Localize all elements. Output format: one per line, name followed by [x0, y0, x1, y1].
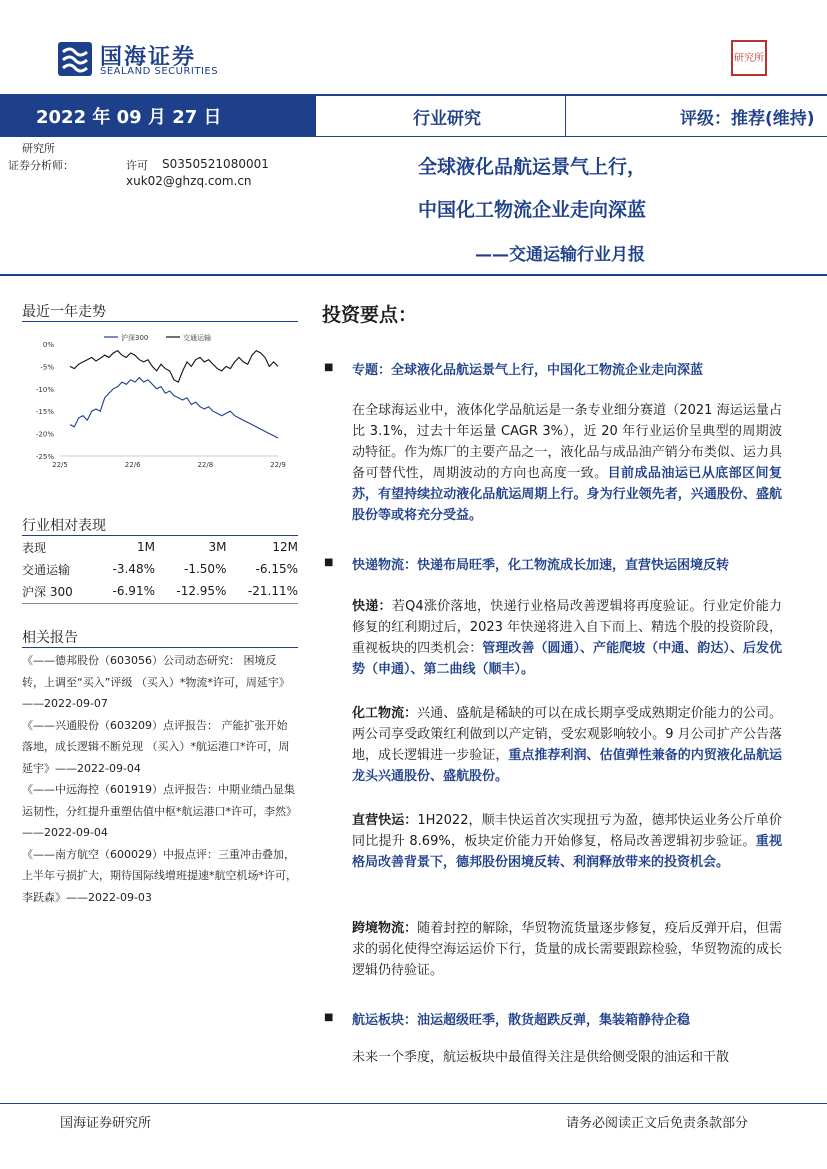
brand-name-en: SEALAND SECURITIES	[100, 66, 219, 77]
chart-legend-label: 沪深300	[121, 334, 149, 342]
chart-x-tick-label: 22/9	[270, 461, 286, 469]
brand-name: 国海证券	[100, 45, 197, 70]
paragraph-lead: 跨境物流：	[352, 921, 418, 936]
perf-row	[22, 580, 298, 602]
analyst-dept: 研究所	[22, 142, 55, 155]
paragraph-text: 若Q4涨价落地，快递行业格局改善逻辑将再度验证。行业定价能力修复的红利期过后，2023 年快递将进入自下而上、精选个股的投资阶段，重视板块的四类机会：	[352, 599, 782, 656]
section-heading-shipping: 航运板块：油运超级旺季，散货超跌反弹，集装箱静待企稳	[352, 1013, 691, 1028]
related-report-link[interactable]: 《——中远海控（601919）点评报告：中期业绩凸显集运韧性，分红提升重塑估值中枢*航运港口*许可，李然》——2022-09-04	[22, 783, 297, 839]
chart-legend-label: 交通运输	[183, 334, 211, 342]
chart-y-tick-label: -20%	[35, 430, 54, 439]
perf-header-cell: 3M	[208, 540, 227, 554]
paragraph-topic	[352, 400, 782, 526]
square-bullet-icon: ■	[324, 362, 334, 373]
paragraph-chem-logistics	[352, 703, 782, 787]
related-section-title: 相关报告	[22, 630, 78, 646]
investment-points-title: 投资要点：	[322, 304, 418, 326]
perf-cell: -12.95%	[176, 584, 227, 598]
seal-stamp: 研究所	[731, 40, 767, 76]
section-heading-topic: 专题：全球液化品航运景气上行，中国化工物流企业走向深蓝	[352, 363, 704, 378]
related-reports-list	[22, 650, 298, 908]
perf-header-cell: 1M	[136, 540, 155, 554]
analyst-license: S0350521080001	[162, 157, 269, 171]
section-heading-express: 快递物流：快递布局旺季，化工物流成长加速，直营快运困境反转	[352, 558, 730, 573]
perf-header-row	[22, 536, 298, 558]
chart-x-tick-label: 22/5	[52, 461, 68, 469]
square-bullet-icon: ■	[324, 1012, 334, 1023]
perf-cell: -6.15%	[255, 562, 298, 576]
perf-cell: -3.48%	[112, 562, 155, 576]
perf-header-cell: 12M	[272, 540, 298, 554]
chart-y-tick-label: -15%	[35, 408, 54, 417]
analyst-name: 许可	[126, 159, 148, 172]
paragraph-emphasis: 重视格局改善背景下，德邦股份困境反转、利润释放带来的投资机会。	[352, 834, 782, 870]
report-rating: 评级：推荐(维持)	[680, 109, 815, 129]
chart-section-title: 最近一年走势	[22, 304, 106, 320]
paragraph-emphasis: 管理改善（圆通）、产能爬坡（中通、韵达）、后发优势（申通）、第二曲线（顺丰）。	[352, 641, 782, 677]
report-date: 2022 年 09 月 27 日	[36, 107, 222, 128]
report-title-line2: 中国化工物流企业走向深蓝	[418, 199, 647, 221]
paragraph-text: 在全球海运业中，液体化学品航运是一条专业细分赛道（2021 海运运量占比 3.1%，过去十年运量 CAGR 3%），近 20 年行业运价呈典型的周期波动特征。作为炼厂的主要产品之一，液化品与成品油产销分布类似、运力具备可替代性，周期波动的方向也高度一致。	[352, 403, 782, 481]
footer-org: 国海证券研究所	[60, 1116, 152, 1131]
perf-table-bottom-rule	[22, 603, 298, 604]
paragraph-lead: 快递：	[352, 599, 392, 614]
perf-row	[22, 558, 298, 580]
paragraph-emphasis: 重点推荐利润、估值弹性兼备的内贸液化品航运龙头兴通股份、盛航股份。	[352, 748, 782, 784]
banner-divider	[565, 96, 566, 136]
paragraph-emphasis: 目前成品油运已从底部区间复苏，有望持续拉动液化品航运周期上行。身为行业领先者，兴通股份、盛航股份等或将充分受益。	[352, 466, 782, 523]
related-report-link[interactable]: 《——德邦股份（603056）公司动态研究： 困境反转，上调至“买入”评级 （买入）*物流*许可，周延宇》——2022-09-07	[22, 654, 290, 710]
perf-cell: 交通运输	[22, 562, 71, 577]
perf-header-cell: 表现	[22, 540, 47, 555]
report-type: 行业研究	[413, 109, 481, 129]
perf-cell: -21.11%	[247, 584, 298, 598]
report-subtitle: ——交通运输行业月报	[475, 245, 645, 265]
paragraph-lead: 直营快运：	[352, 813, 418, 828]
perf-table	[22, 536, 298, 602]
chart-y-tick-label: 0%	[42, 341, 54, 349]
paragraph-shipping: 未来一个季度，航运板块中最值得关注是供给侧受限的油运和干散	[352, 1050, 730, 1065]
related-section-rule	[22, 647, 298, 648]
paragraph-lead: 化工物流：	[352, 706, 418, 721]
paragraph-text: 随着封控的解除，华贸物流货量逐步修复，疫后反弹开启，但需求的弱化使得空海运运价下行，货量的成长需要跟踪检验，华贸物流的成长逻辑仍待验证。	[352, 921, 782, 978]
perf-cell: -1.50%	[184, 562, 227, 576]
chart-y-tick-label: -25%	[35, 453, 54, 461]
title-rule	[0, 274, 827, 276]
square-bullet-icon: ■	[324, 557, 334, 568]
analyst-email[interactable]: xuk02@ghzq.com.cn	[126, 174, 252, 188]
perf-section-title: 行业相对表现	[22, 518, 106, 534]
related-report-link[interactable]: 《——南方航空（600029）中报点评：三重冲击叠加，上半年亏损扩大，期待国际线增班提速*航空机场*许可，李跃森》——2022-09-03	[22, 847, 297, 904]
report-title-line1: 全球液化品航运景气上行，	[418, 156, 647, 178]
paragraph-express	[352, 596, 782, 680]
related-report-link[interactable]: 《——兴通股份（603209）点评报告： 产能扩张开始落地，成长逻辑不断兑现 （买入）*航运港口*许可，周延宇》——2022-09-04	[22, 718, 290, 775]
chart-section-rule	[22, 321, 298, 322]
trend-chart	[22, 330, 298, 470]
footer-rule	[0, 1103, 827, 1104]
chart-series-line	[70, 378, 278, 439]
logo-icon	[58, 42, 92, 76]
paragraph-text: 1H2022，顺丰快运首次实现扭亏为盈，德邦快运业务公斤单价同比提升 8.69%，板块定价能力开始修复，格局改善逻辑初步验证。	[352, 813, 782, 849]
perf-cell: -6.91%	[112, 584, 155, 598]
perf-cell: 沪深 300	[22, 584, 73, 599]
paragraph-cross-border	[352, 918, 782, 981]
chart-y-tick-label: -10%	[35, 385, 54, 394]
footer-disclaimer: 请务必阅读正文后免责条款部分	[566, 1116, 749, 1131]
paragraph-text: 兴通、盛航是稀缺的可以在成长期享受成熟期定价能力的公司。两公司享受政策红利做到以产定销，受宏观影响较小。9 月公司扩产公告落地，成长逻辑进一步验证，	[352, 706, 782, 763]
chart-y-tick-label: -5%	[40, 363, 54, 372]
chart-x-tick-label: 22/6	[124, 461, 141, 469]
analyst-role: 证券分析师：	[8, 159, 74, 172]
chart-series-line	[70, 351, 278, 382]
paragraph-direct-freight	[352, 810, 782, 873]
chart-x-tick-label: 22/8	[197, 461, 214, 469]
